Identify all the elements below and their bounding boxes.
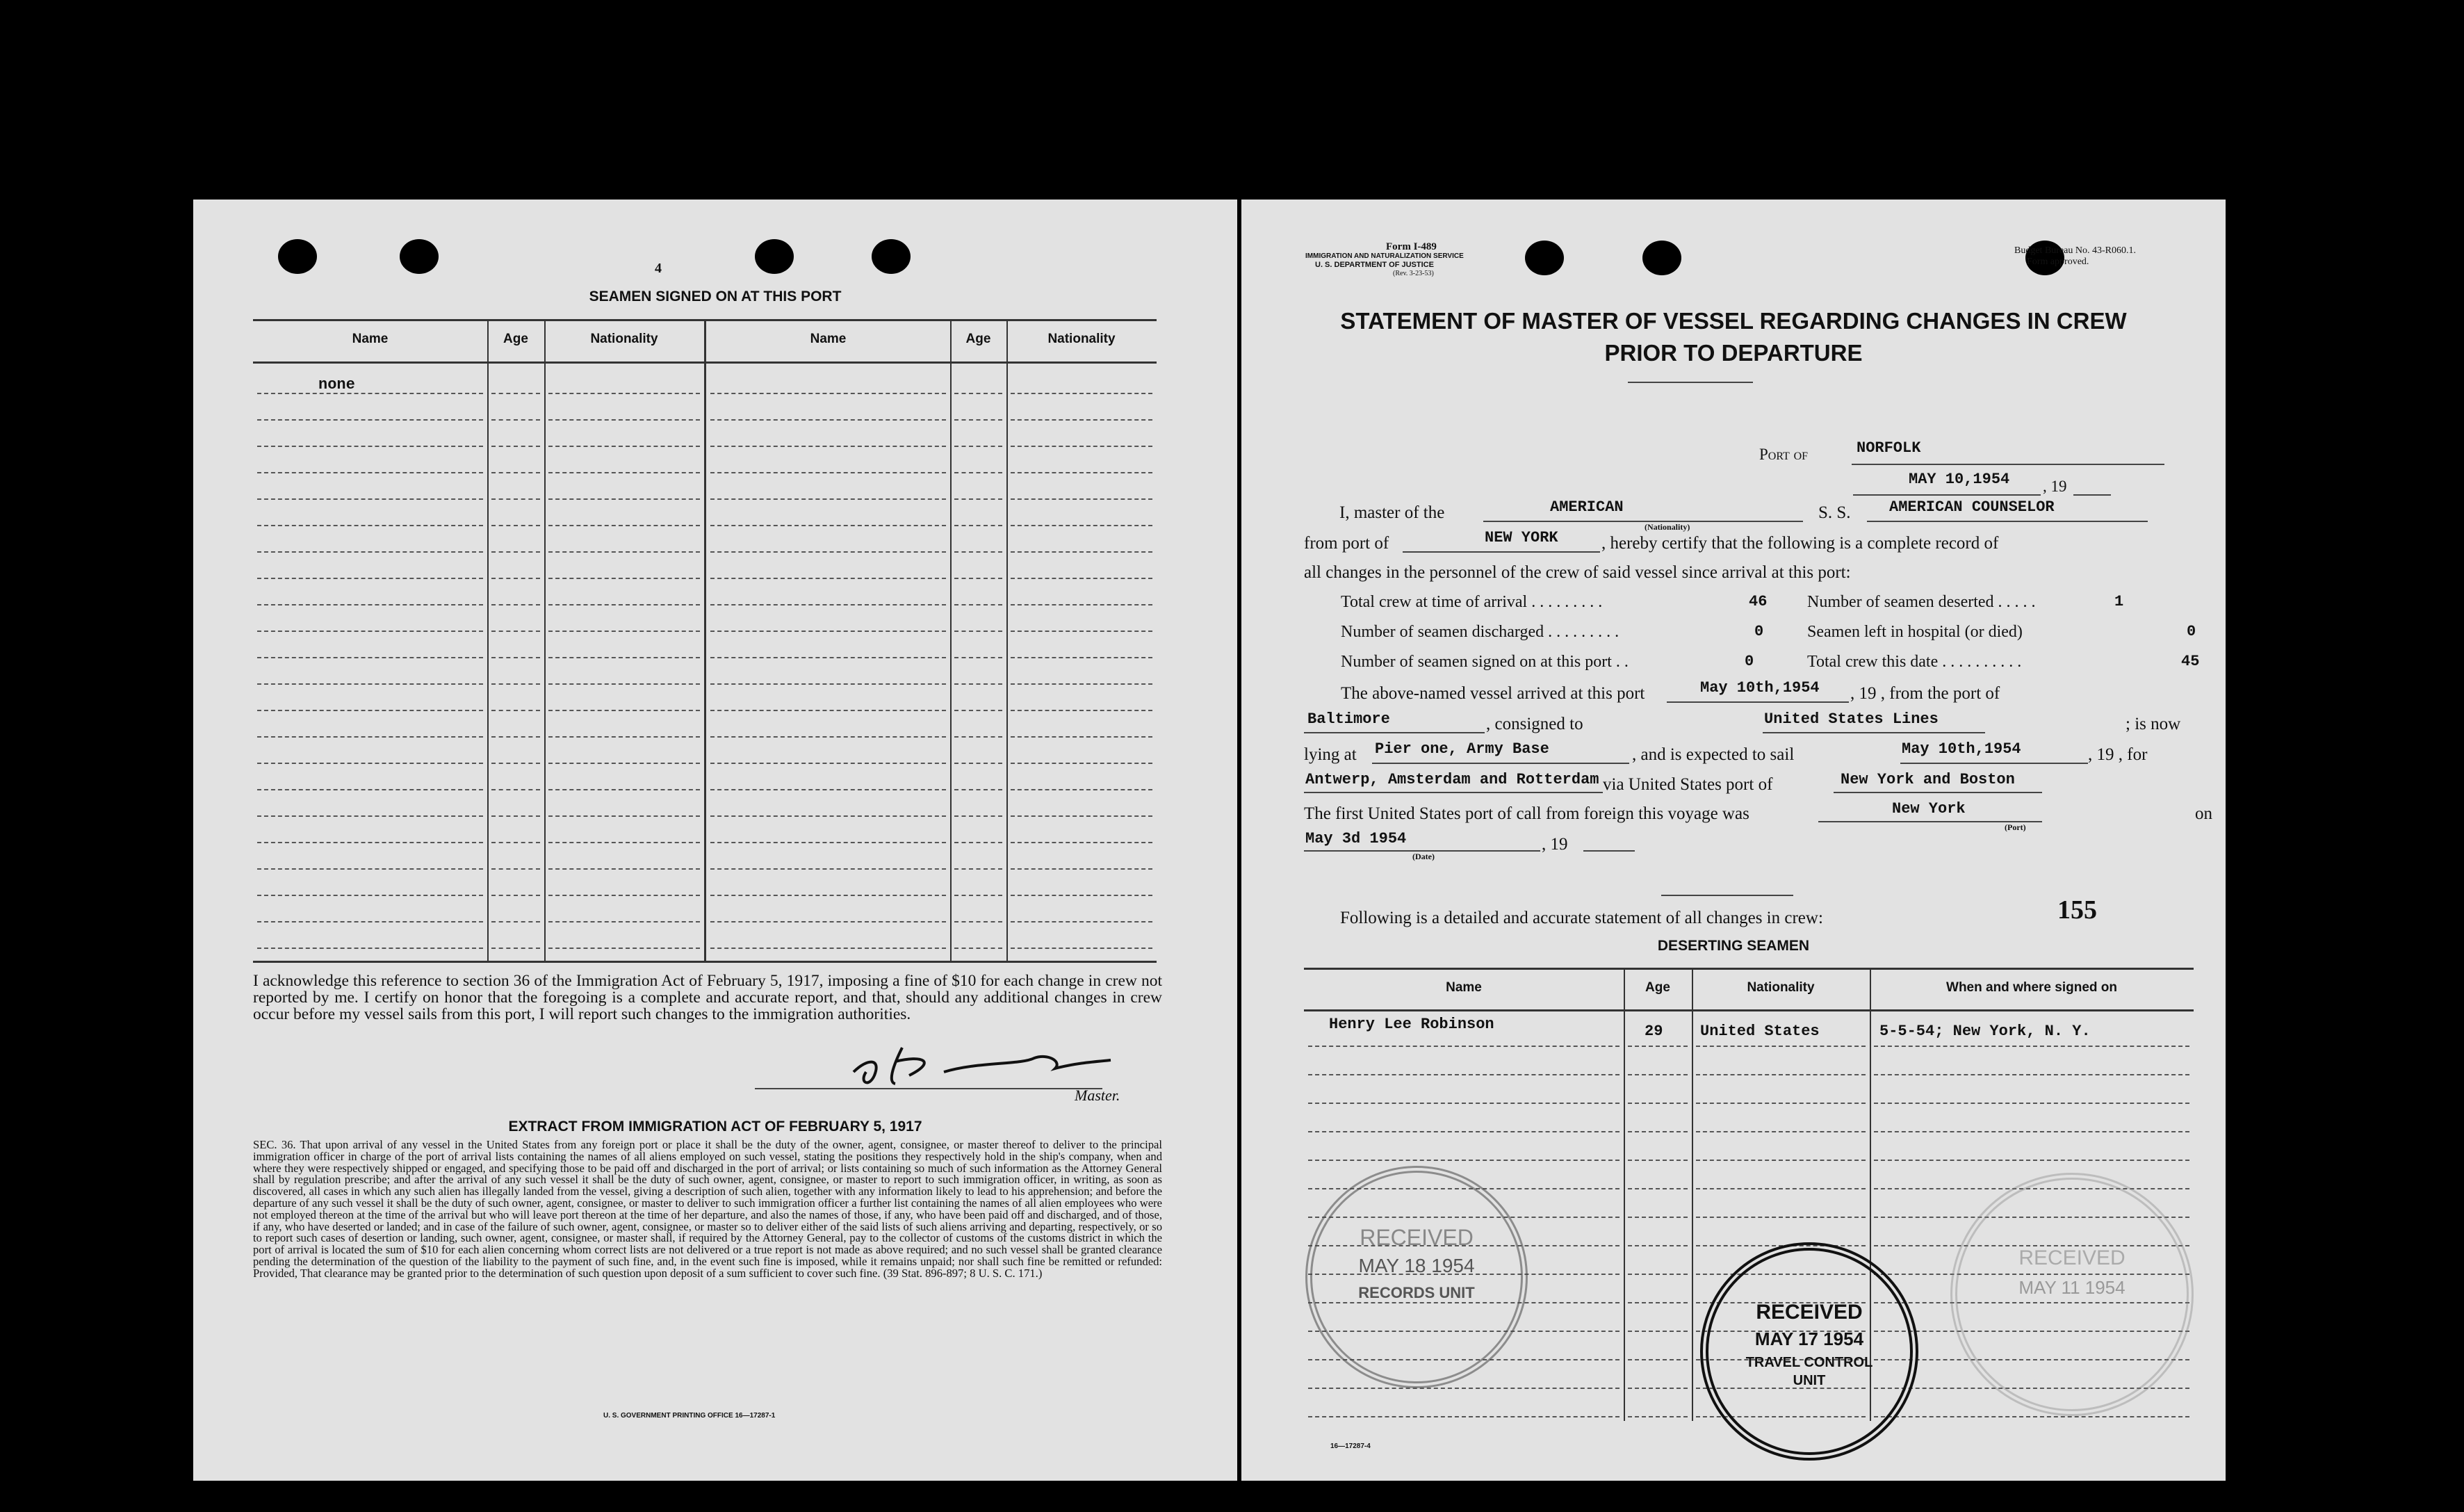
row-rule: [954, 498, 1002, 500]
via-label: via United States port of: [1603, 775, 1773, 794]
year-line: [2073, 494, 2111, 496]
extract-title: EXTRACT FROM IMMIGRATION ACT OF FEBRUARY 5, 1917: [508, 1119, 922, 1135]
row-rule: [954, 948, 1002, 949]
col-header-age: Age: [1645, 980, 1670, 995]
row-rule: [548, 710, 700, 711]
field-line: [1403, 551, 1600, 553]
row-rule: [1011, 604, 1152, 605]
records-stamp: [1305, 1166, 1528, 1388]
row-rule: [257, 631, 483, 632]
port-caption: (Port): [2005, 822, 2026, 832]
row-rule: [1308, 1103, 1619, 1104]
row-rule: [491, 578, 540, 579]
stat-value: 46: [1749, 593, 1768, 610]
col-header-age: Age: [965, 332, 991, 346]
col-header-nationality: Nationality: [1747, 980, 1815, 995]
row-rule: [710, 868, 946, 870]
destination-value: Antwerp, Amsterdam and Rotterdam: [1305, 771, 1599, 788]
row-rule: [710, 525, 946, 526]
row-rule: [954, 551, 1002, 553]
stat-value: 0: [1754, 623, 1764, 640]
row-rule: [1628, 1416, 1688, 1417]
row-rule: [548, 578, 700, 579]
row-rule: [491, 525, 540, 526]
from-port-text: , 19 , from the port of: [1850, 684, 2000, 703]
row-rule: [257, 604, 483, 605]
vessel-value: AMERICAN COUNSELOR: [1889, 498, 2055, 516]
row-rule: [710, 763, 946, 764]
travel-control-stamp: [1700, 1242, 1918, 1461]
stat-value: 45: [2181, 653, 2200, 670]
extract-text: SEC. 36. That upon arrival of any vessel in the United States from any foreign port or place it shall be the duty of the owner, agent, consignee, or master thereof to deliver to the principal immigration officer in charge of the port of arrival lists containing the names of all aliens employed on such vessel, stating the positions they respectively hold in the ship's company, when and where they were respectively shipped or engaged, and specifying those to be paid off and discharged in the port of arrival; or lists containing so much of such information as the Attorney General shall by regulation prescribe; and after the arrival of any such vessel it shall be the duty of such owner, agent, consignee, or master to report to such immigration officer, in writing, as soon as discovered, all cases in which any such alien has illegally landed from the vessel, giving a description of such alien, together with any information likely to lead to his apprehension; and before the departure of any such vessel it shall be the duty of such owner, agent, consignee, or master to deliver to such immigration officer a further list containing the names of all alien employees who were not employed thereon at the time of the arrival but who will leave port thereon at the time of her departure, and also the names of those, if any, who have been paid off and discharged, and of those, if any, who have deserted or landed; and in case of the failure of such owner, agent, consignee, or master so to deliver either of the said lists of such aliens arriving and departing, respectively, or so to report such cases of desertion or landing, such owner, agent, consignee, or master shall, if required by the Attorney General, pay to the collector of customs of the customs district in which the port of arrival is located the sum of $10 for each alien concerning whom correct lists are not delivered or a true report is not made as above required; and no such vessel shall be granted clearance pending the determination of the question of the liability to the payment of such fine, and, in the event such fine is imposed, while it remains unpaid; nor shall such fine be remitted or refunded: Provided, That clearance may be granted prior to the determination of such question upon deposit of a sum sufficient to cover such fine. (39 Stat. 896-897; 8 U. S. C. 171.): [253, 1138, 1162, 1280]
stat-value: 0: [1745, 653, 1754, 670]
row-rule: [1696, 1160, 1866, 1161]
row-rule: [1011, 657, 1152, 658]
row-rule: [548, 815, 700, 817]
row-rule: [548, 498, 700, 500]
row-rule: [548, 842, 700, 843]
col-header-nationality: Nationality: [1047, 332, 1116, 346]
row-rule: [1011, 578, 1152, 579]
row-rule: [710, 789, 946, 790]
field-line: [1583, 850, 1635, 852]
row-rule: [954, 815, 1002, 817]
right-page: [1241, 200, 2226, 1481]
row-rule: [710, 446, 946, 447]
row-rule: [491, 710, 540, 711]
row-rule: [257, 657, 483, 658]
row-rule: [710, 551, 946, 553]
stamp-date: MAY 18 1954: [1358, 1255, 1475, 1276]
table-border: [1304, 968, 2194, 970]
stamp-text: RECEIVED: [2018, 1246, 2126, 1269]
row-rule: [491, 683, 540, 685]
via-value: New York and Boston: [1841, 771, 2015, 788]
stamp-number: 155: [2057, 895, 2097, 925]
row-rule: [1011, 472, 1152, 473]
row-rule: [1696, 1074, 1866, 1075]
date-value: MAY 10,1954: [1909, 471, 2010, 488]
row-rule: [1011, 948, 1152, 949]
row-rule: [954, 763, 1002, 764]
left-page: [193, 200, 1237, 1481]
row-rule: [257, 842, 483, 843]
year-suffix: , 19: [1542, 835, 1568, 854]
row-rule: [954, 631, 1002, 632]
row-rule: [954, 868, 1002, 870]
stat-value: 0: [2187, 623, 2196, 640]
row-rule: [491, 446, 540, 447]
row-rule: [548, 525, 700, 526]
row-rule: [491, 868, 540, 870]
port-value: NORFOLK: [1857, 439, 1921, 457]
col-header-signed-on: When and where signed on: [1946, 980, 2117, 995]
row-rule: [548, 393, 700, 394]
row-rule: [491, 393, 540, 394]
field-line: [1867, 521, 2148, 522]
on-label: on: [2195, 804, 2212, 823]
row-rule: [710, 710, 946, 711]
row-rule: [1628, 1274, 1688, 1275]
row-rule: [954, 578, 1002, 579]
row-rule: [954, 525, 1002, 526]
col-header-nationality: Nationality: [590, 332, 658, 346]
row-rule: [954, 842, 1002, 843]
row-rule: [1308, 1074, 1619, 1075]
row-rule: [548, 657, 700, 658]
first-port-value: New York: [1892, 800, 1966, 818]
row-rule: [491, 842, 540, 843]
row-rule: [548, 921, 700, 922]
row-rule: [1011, 736, 1152, 738]
row-rule: [954, 446, 1002, 447]
row-rule: [548, 736, 700, 738]
stat-label: Seamen left in hospital (or died): [1807, 623, 2023, 641]
arrived-label: The above-named vessel arrived at this port: [1341, 684, 1645, 703]
row-rule: [1011, 868, 1152, 870]
for-label: , 19 , for: [2088, 745, 2148, 764]
row-rule: [548, 948, 700, 949]
row-rule: [1628, 1217, 1688, 1218]
row-rule: [548, 446, 700, 447]
stat-label: Number of seamen discharged . . . . . . . . .: [1341, 623, 1619, 641]
row-rule: [257, 710, 483, 711]
row-rule: [1628, 1359, 1688, 1360]
row-rule: [548, 683, 700, 685]
punch-hole: [872, 239, 911, 274]
row-rule: [1696, 1046, 1866, 1047]
row-rule: [710, 921, 946, 922]
row-rule: [1628, 1302, 1688, 1303]
stat-label: Number of seamen deserted . . . . .: [1807, 593, 2036, 611]
row-rule: [1011, 842, 1152, 843]
row-rule: [1308, 1046, 1619, 1047]
section-rule: [1661, 895, 1793, 896]
punch-hole: [1525, 241, 1564, 275]
stamp-text: UNIT: [1793, 1373, 1826, 1388]
row-rule: [1011, 525, 1152, 526]
row-rule: [1628, 1331, 1688, 1332]
col-header-name: Name: [352, 332, 389, 346]
stat-label: Total crew at time of arrival . . . . . . . . .: [1341, 593, 1603, 611]
row-rule: [710, 948, 946, 949]
row-rule: [1011, 683, 1152, 685]
row-rule: [257, 551, 483, 553]
first-entry: none: [318, 376, 355, 393]
punch-hole: [400, 239, 439, 274]
row-rule: [257, 868, 483, 870]
stat-value: 1: [2114, 593, 2124, 610]
row-rule: [257, 525, 483, 526]
acknowledgment-text: I acknowledge this reference to section 36 of the Immigration Act of February 5, 1917, imposing a fine of $10 for each change in crew not reported by me. I certify on honor that the foregoing is a complete and accurate report, and that, should any additional changes in crew occur before my vessel sails from this port, I will report such changes to the immigration authorities.: [253, 972, 1162, 1023]
row-rule: [954, 736, 1002, 738]
row-rule: [548, 868, 700, 870]
page-number: 4: [655, 261, 662, 276]
row-rule: [1628, 1131, 1688, 1132]
row-rule: [1874, 1131, 2189, 1132]
field-line: [1763, 732, 1985, 733]
row-rule: [1011, 631, 1152, 632]
sail-value: May 10th,1954: [1902, 740, 2021, 758]
faint-stamp: [1950, 1173, 2194, 1416]
row-rule: [954, 710, 1002, 711]
row-rule: [257, 895, 483, 896]
row-rule: [491, 472, 540, 473]
row-rule: [710, 683, 946, 685]
field-line: [1900, 763, 2088, 764]
row-rule: [1628, 1074, 1688, 1075]
row-rule: [548, 763, 700, 764]
row-rule: [710, 578, 946, 579]
row-rule: [548, 419, 700, 421]
stamp-date: MAY 11 1954: [2018, 1277, 2126, 1298]
row-rule: [1011, 763, 1152, 764]
row-rule: [491, 815, 540, 817]
budget-note: Budget Bureau No. 43-R060.1.: [2014, 245, 2136, 256]
row-rule: [491, 657, 540, 658]
row-rule: [710, 815, 946, 817]
row-rule: [954, 393, 1002, 394]
row-rule: [257, 419, 483, 421]
row-rule: [548, 789, 700, 790]
certify-text: , hereby certify that the following is a complete record of: [1601, 534, 1999, 553]
row-rule: [954, 419, 1002, 421]
master-label: Master.: [1075, 1087, 1120, 1104]
row-rule: [1011, 551, 1152, 553]
port-label: Port of: [1759, 446, 1809, 463]
row-rule: [257, 472, 483, 473]
stamp-date: MAY 17 1954: [1754, 1328, 1864, 1349]
row-rule: [548, 551, 700, 553]
signature-line: [755, 1088, 1102, 1089]
date-line: [1853, 494, 2041, 496]
punch-hole: [278, 239, 317, 274]
consignee-value: United States Lines: [1764, 710, 1939, 728]
form-number: Form I-489: [1386, 241, 1437, 252]
row-rule: [1308, 1131, 1619, 1132]
row-rule: [1628, 1188, 1688, 1189]
field-line: [1304, 792, 1603, 793]
row-rule: [954, 683, 1002, 685]
row-rule: [710, 895, 946, 896]
row-rule: [491, 763, 540, 764]
stamp-text: RECORDS UNIT: [1358, 1284, 1475, 1301]
row-rule: [257, 498, 483, 500]
origin-value: Baltimore: [1307, 710, 1390, 728]
row-rule: [1696, 1103, 1866, 1104]
row-rule: [710, 657, 946, 658]
consigned-label: , consigned to: [1486, 715, 1583, 733]
arrived-value: May 10th,1954: [1700, 679, 1820, 697]
agency-line: IMMIGRATION AND NATURALIZATION SERVICE: [1305, 252, 1464, 260]
row-rule: [1308, 1388, 1619, 1389]
row-rule: [491, 789, 540, 790]
budget-note: Form approved.: [2027, 257, 2089, 267]
row-rule: [710, 604, 946, 605]
stat-label: Number of seamen signed on at this port . .: [1341, 653, 1629, 671]
col-divider: [704, 319, 706, 963]
row-rule: [1628, 1160, 1688, 1161]
date-caption: (Date): [1412, 852, 1435, 861]
col-divider: [1006, 319, 1008, 963]
row-rule: [257, 736, 483, 738]
row-rule: [548, 472, 700, 473]
row-rule: [257, 948, 483, 949]
deserter-name: Henry Lee Robinson: [1329, 1016, 1494, 1033]
row-rule: [1874, 1103, 2189, 1104]
following-text: Following is a detailed and accurate statement of all changes in crew:: [1340, 909, 1823, 927]
row-rule: [257, 815, 483, 817]
row-rule: [954, 604, 1002, 605]
col-divider: [1624, 968, 1625, 1421]
form-title: STATEMENT OF MASTER OF VESSEL REGARDING CHANGES IN CREW: [1340, 308, 2127, 334]
row-rule: [710, 393, 946, 394]
row-rule: [954, 789, 1002, 790]
row-rule: [1696, 1131, 1866, 1132]
row-rule: [954, 921, 1002, 922]
row-rule: [491, 604, 540, 605]
expected-label: , and is expected to sail: [1632, 745, 1795, 764]
row-rule: [1628, 1245, 1688, 1246]
row-rule: [491, 631, 540, 632]
nationality-value: AMERICAN: [1550, 498, 1624, 516]
col-divider: [950, 319, 952, 963]
is-now-text: ; is now: [2126, 715, 2181, 733]
row-rule: [491, 551, 540, 553]
row-rule: [1011, 393, 1152, 394]
stamp-text: RECEIVED: [1360, 1225, 1474, 1250]
row-rule: [1696, 1217, 1866, 1218]
left-page-title: SEAMEN SIGNED ON AT THIS PORT: [589, 288, 842, 304]
row-rule: [1011, 710, 1152, 711]
row-rule: [1628, 1388, 1688, 1389]
deserter-age: 29: [1645, 1023, 1663, 1040]
row-rule: [1011, 419, 1152, 421]
row-rule: [954, 895, 1002, 896]
row-rule: [710, 842, 946, 843]
row-rule: [257, 393, 483, 394]
row-rule: [548, 895, 700, 896]
master-signature: [826, 1034, 1118, 1096]
row-rule: [1011, 446, 1152, 447]
first-date-value: May 3d 1954: [1305, 830, 1407, 847]
row-rule: [1628, 1046, 1688, 1047]
row-rule: [710, 736, 946, 738]
col-header-name: Name: [810, 332, 847, 346]
row-rule: [1308, 1160, 1619, 1161]
row-rule: [1011, 921, 1152, 922]
row-rule: [1874, 1046, 2189, 1047]
row-rule: [1874, 1416, 2189, 1417]
col-header-name: Name: [1446, 980, 1482, 995]
row-rule: [1308, 1416, 1619, 1417]
row-rule: [491, 895, 540, 896]
row-rule: [710, 631, 946, 632]
punch-hole: [1642, 241, 1681, 275]
field-line: [1304, 732, 1485, 733]
row-rule: [491, 498, 540, 500]
table-border: [1304, 1009, 2194, 1011]
row-rule: [710, 472, 946, 473]
row-rule: [257, 921, 483, 922]
printer-note: 16—17287-4: [1330, 1442, 1371, 1450]
revision-note: (Rev. 3-23-53): [1393, 270, 1434, 277]
row-rule: [491, 736, 540, 738]
row-rule: [491, 419, 540, 421]
deserting-title: DESERTING SEAMEN: [1657, 938, 1810, 954]
stat-label: Total crew this date . . . . . . . . . .: [1807, 653, 2022, 671]
row-rule: [1011, 789, 1152, 790]
row-rule: [548, 631, 700, 632]
printer-note: U. S. GOVERNMENT PRINTING OFFICE 16—17287-1: [603, 1412, 776, 1420]
form-subtitle: PRIOR TO DEPARTURE: [1604, 340, 1863, 366]
lying-at-label: lying at: [1304, 745, 1357, 764]
certify-text: all changes in the personnel of the crew of said vessel since arrival at this port:: [1304, 563, 1851, 582]
row-rule: [491, 948, 540, 949]
row-rule: [1628, 1103, 1688, 1104]
row-rule: [954, 472, 1002, 473]
first-port-label: The first United States port of call from foreign this voyage was: [1304, 804, 1749, 823]
ss-label: S. S.: [1818, 503, 1851, 522]
stamp-text: RECEIVED: [1756, 1301, 1863, 1324]
row-rule: [548, 604, 700, 605]
row-rule: [1874, 1074, 2189, 1075]
field-line: [1667, 701, 1849, 703]
row-rule: [710, 498, 946, 500]
row-rule: [257, 446, 483, 447]
from-port-label: from port of: [1304, 534, 1389, 553]
row-rule: [954, 657, 1002, 658]
punch-hole: [755, 239, 794, 274]
from-port-value: NEW YORK: [1485, 529, 1558, 546]
row-rule: [1011, 895, 1152, 896]
col-header-age: Age: [503, 332, 528, 346]
agency-line: U. S. DEPARTMENT OF JUSTICE: [1315, 261, 1434, 269]
row-rule: [257, 763, 483, 764]
row-rule: [1011, 498, 1152, 500]
row-rule: [491, 921, 540, 922]
row-rule: [1011, 815, 1152, 817]
field-line: [1372, 763, 1629, 764]
row-rule: [1696, 1188, 1866, 1189]
master-of-label: I, master of the: [1339, 503, 1445, 522]
lying-at-value: Pier one, Army Base: [1375, 740, 1549, 758]
title-rule: [1628, 382, 1753, 383]
deserter-nationality: United States: [1700, 1023, 1820, 1040]
row-rule: [1874, 1160, 2189, 1161]
row-rule: [257, 578, 483, 579]
port-line: [1852, 464, 2164, 465]
stamp-text: TRAVEL CONTROL: [1745, 1355, 1873, 1370]
deserter-signed-on: 5-5-54; New York, N. Y.: [1879, 1023, 2091, 1040]
col-divider: [1692, 968, 1693, 1421]
field-line: [1834, 792, 2042, 793]
field-line: [1483, 521, 1803, 522]
row-rule: [257, 789, 483, 790]
row-rule: [710, 419, 946, 421]
year-prefix: , 19: [2043, 478, 2067, 495]
col-divider: [487, 319, 489, 963]
col-divider: [544, 319, 546, 963]
row-rule: [257, 683, 483, 685]
nationality-caption: (Nationality): [1645, 522, 1690, 532]
